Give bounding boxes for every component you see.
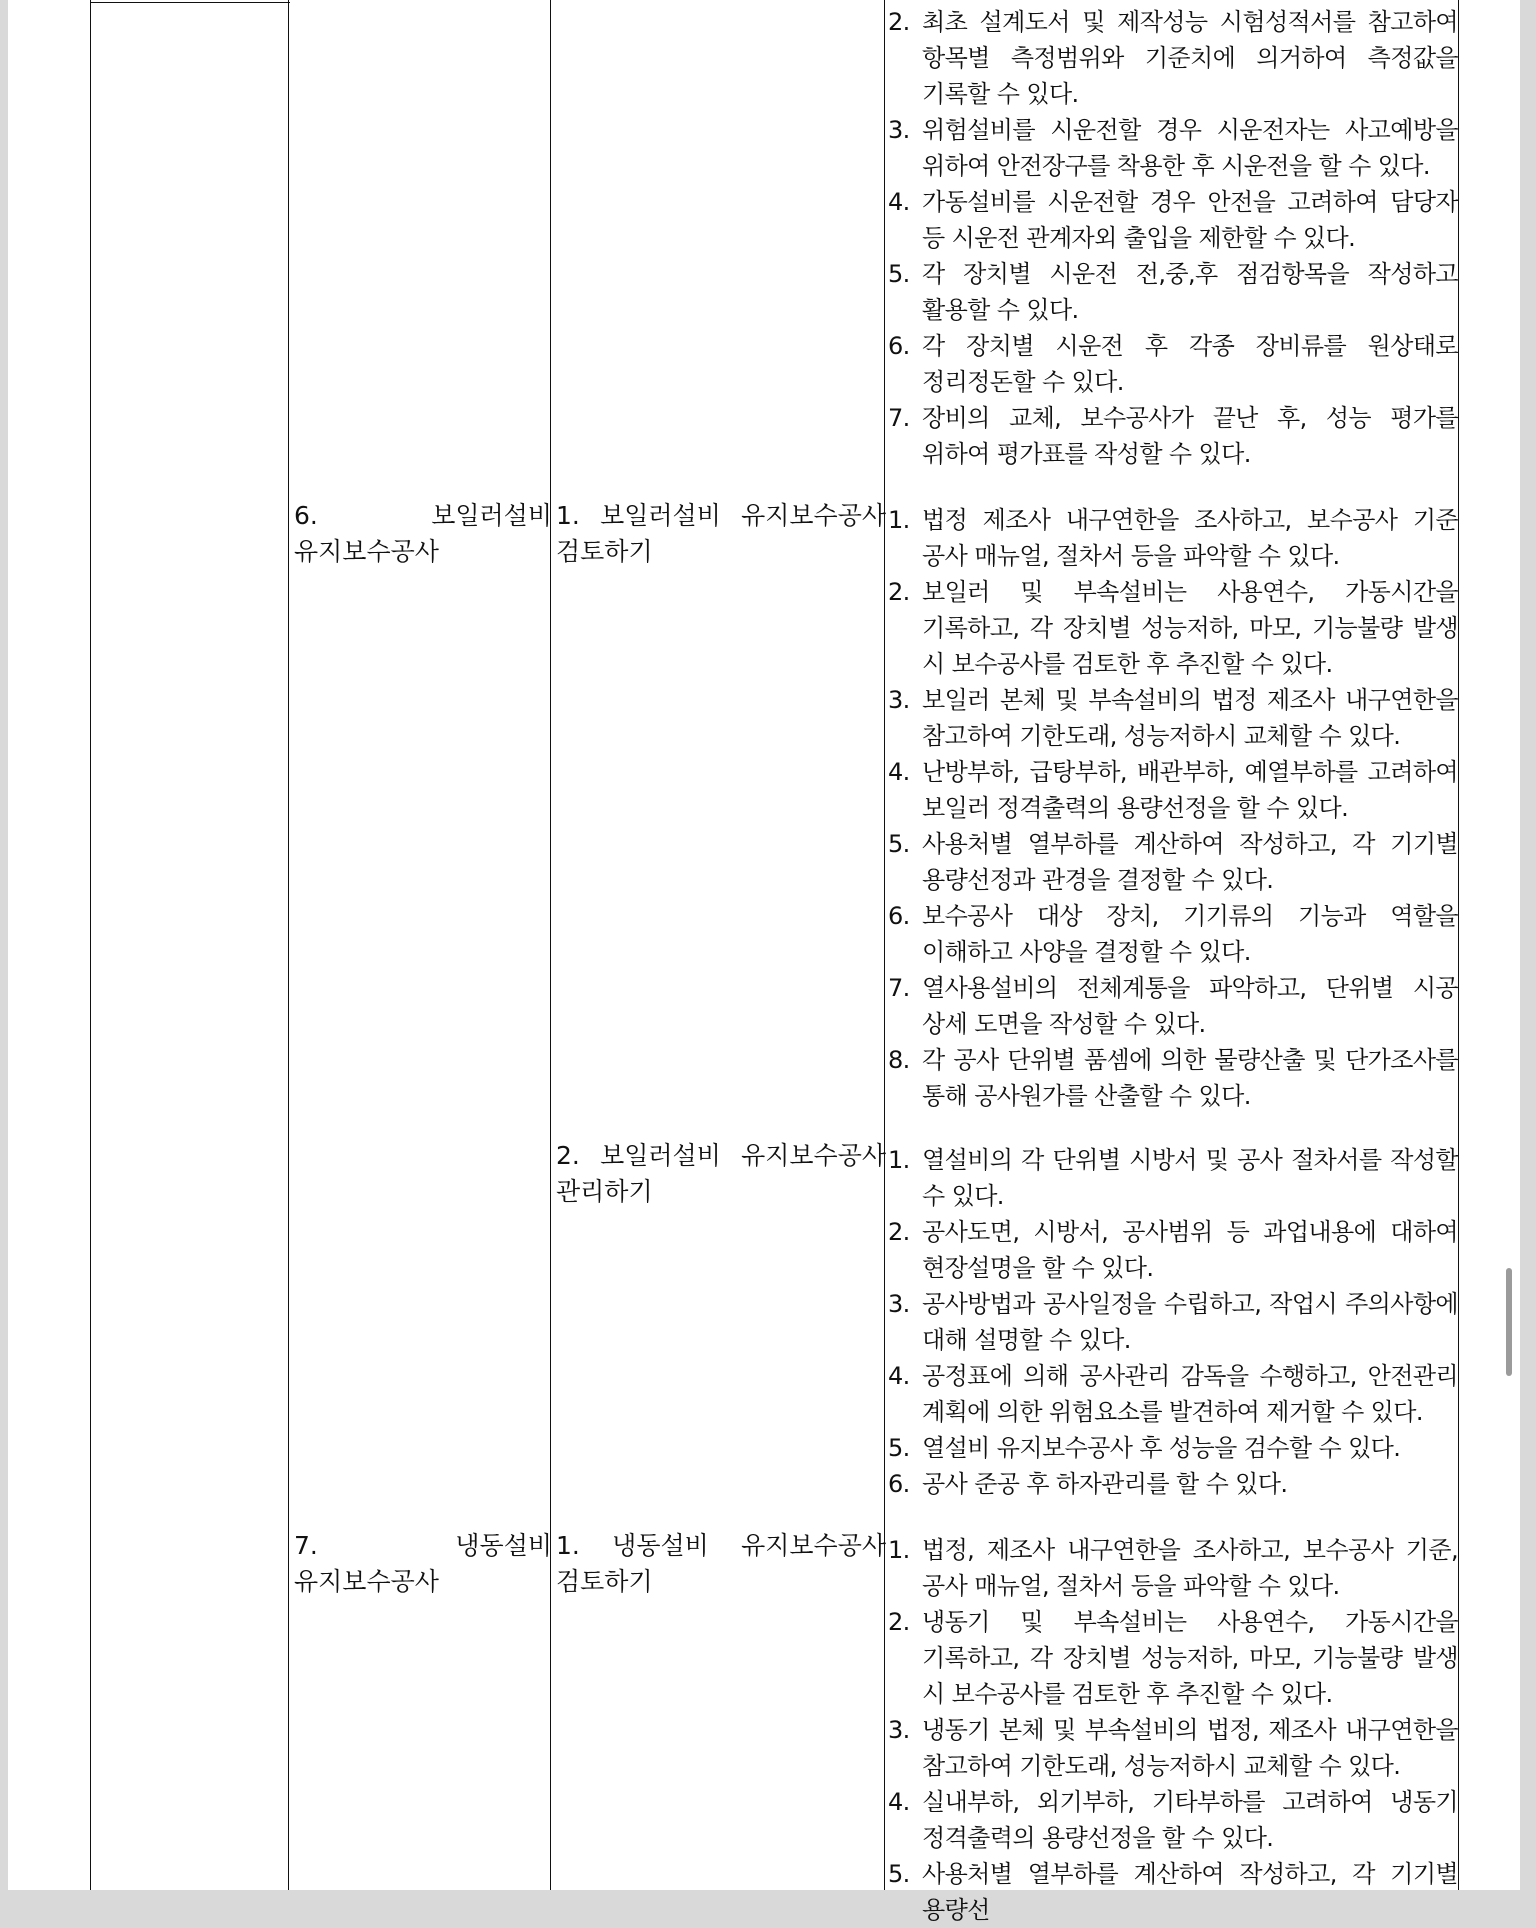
- criteria-item: [886, 502, 1458, 574]
- criteria-item: [886, 574, 1458, 682]
- criteria-item: [886, 112, 1458, 184]
- criteria-item: [886, 1532, 1458, 1604]
- criteria-number: 6.: [888, 332, 910, 360]
- criteria-number: 4.: [888, 1362, 910, 1390]
- criteria-text: 장비의 교체, 보수공사가 끝난 후, 성능 평가를 위하여 평가표를 작성할 수 있다.: [922, 404, 1458, 468]
- criteria-number: 3.: [888, 116, 910, 144]
- criteria-text: 열설비 유지보수공사 후 성능을 검수할 수 있다.: [922, 1434, 1401, 1462]
- criteria-item: [886, 256, 1458, 328]
- criteria-item: [886, 4, 1458, 112]
- criteria-item: [886, 1286, 1458, 1358]
- criteria-item: [886, 754, 1458, 826]
- criteria-text: 최초 설계도서 및 제작성능 시험성적서를 참고하여 항목별 측정범위와 기준치에 의거하여 측정값을 기록할 수 있다.: [922, 8, 1458, 108]
- criteria-item: [886, 826, 1458, 898]
- criteria-number: 5.: [888, 1434, 910, 1462]
- criteria-text: 각 공사 단위별 품셈에 의한 물량산출 및 단가조사를 통해 공사원가를 산출할 수 있다.: [922, 1046, 1458, 1110]
- criteria-item: [886, 1856, 1458, 1928]
- criteria-item: [886, 184, 1458, 256]
- criteria-number: 4.: [888, 758, 910, 786]
- unit-title: 6. 보일러설비 유지보수공사: [294, 501, 552, 566]
- criteria-number: 7.: [888, 974, 910, 1002]
- criteria-number: 2.: [888, 578, 910, 606]
- table-border-left: [90, 0, 91, 1890]
- criteria-text: 보일러 본체 및 부속설비의 법정 제조사 내구연한을 참고하여 기한도래, 성능저하시 교체할 수 있다.: [922, 686, 1458, 750]
- criteria-item: [886, 1784, 1458, 1856]
- element-title: 1. 보일러설비 유지보수공사 검토하기: [556, 501, 886, 566]
- element-title: 2. 보일러설비 유지보수공사 관리하기: [556, 1141, 886, 1206]
- criteria-number: 3.: [888, 686, 910, 714]
- criteria-number: 1.: [888, 506, 910, 534]
- criteria-text: 보일러 및 부속설비는 사용연수, 가동시간을 기록하고, 각 장치별 성능저하, 마모, 기능불량 발생 시 보수공사를 검토한 후 추진할 수 있다.: [922, 578, 1458, 678]
- unit-title: 7. 냉동설비 유지보수공사: [294, 1531, 552, 1596]
- criteria-number: 2.: [888, 1608, 910, 1636]
- criteria-item: [886, 1042, 1458, 1114]
- criteria-number: 3.: [888, 1716, 910, 1744]
- criteria-item: [886, 1604, 1458, 1712]
- criteria-number: 7.: [888, 404, 910, 432]
- criteria-text: 사용처별 열부하를 계산하여 작성하고, 각 기기별 용량선: [922, 1860, 1458, 1924]
- criteria-number: 2.: [888, 1218, 910, 1246]
- criteria-item: [886, 1358, 1458, 1430]
- criteria-text: 난방부하, 급탕부하, 배관부하, 예열부하를 고려하여 보일러 정격출력의 용량선정을 할 수 있다.: [922, 758, 1458, 822]
- criteria-text: 법정 제조사 내구연한을 조사하고, 보수공사 기준 공사 매뉴얼, 절차서 등을 파악할 수 있다.: [922, 506, 1458, 570]
- criteria-text: 가동설비를 시운전할 경우 안전을 고려하여 담당자 등 시운전 관계자외 출입을 제한할 수 있다.: [922, 188, 1458, 252]
- document-page: [8, 0, 1520, 1924]
- column-divider-1: [288, 0, 289, 1890]
- criteria-number: 6.: [888, 1470, 910, 1498]
- criteria-number: 1.: [888, 1536, 910, 1564]
- criteria-number: 2.: [888, 8, 910, 36]
- criteria-text: 냉동기 본체 및 부속설비의 법정, 제조사 내구연한을 참고하여 기한도래, 성능저하시 교체할 수 있다.: [922, 1716, 1458, 1780]
- criteria-text: 공사도면, 시방서, 공사범위 등 과업내용에 대하여 현장설명을 할 수 있다.: [922, 1218, 1458, 1282]
- table-top-rule: [90, 2, 290, 3]
- criteria-item: [886, 1712, 1458, 1784]
- criteria-list: [886, 502, 1458, 1114]
- criteria-text: 공사 준공 후 하자관리를 할 수 있다.: [922, 1470, 1288, 1498]
- criteria-text: 공사방법과 공사일정을 수립하고, 작업시 주의사항에 대해 설명할 수 있다.: [922, 1290, 1458, 1354]
- criteria-text: 사용처별 열부하를 계산하여 작성하고, 각 기기별 용량선정과 관경을 결정할 수 있다.: [922, 830, 1458, 894]
- criteria-number: 4.: [888, 1788, 910, 1816]
- criteria-number: 5.: [888, 1860, 910, 1888]
- criteria-list-previous: [886, 4, 1458, 472]
- column-divider-3: [884, 0, 885, 1890]
- criteria-text: 열사용설비의 전체계통을 파악하고, 단위별 시공 상세 도면을 작성할 수 있다.: [922, 974, 1458, 1038]
- element-title: 1. 냉동설비 유지보수공사 검토하기: [556, 1531, 886, 1596]
- table-border-right: [1458, 0, 1459, 1890]
- criteria-text: 각 장치별 시운전 전,중,후 점검항목을 작성하고 활용할 수 있다.: [922, 260, 1458, 324]
- criteria-item: [886, 1466, 1458, 1502]
- scrollbar-thumb[interactable]: [1506, 1268, 1512, 1376]
- criteria-text: 공정표에 의해 공사관리 감독을 수행하고, 안전관리 계획에 의한 위험요소를 발견하여 제거할 수 있다.: [922, 1362, 1458, 1426]
- criteria-item: [886, 898, 1458, 970]
- criteria-item: [886, 1430, 1458, 1466]
- competency-table: [90, 0, 1460, 1924]
- criteria-number: 5.: [888, 830, 910, 858]
- criteria-list: [886, 1532, 1458, 1928]
- criteria-number: 8.: [888, 1046, 910, 1074]
- criteria-number: 6.: [888, 902, 910, 930]
- criteria-item: [886, 682, 1458, 754]
- criteria-text: 보수공사 대상 장치, 기기류의 기능과 역할을 이해하고 사양을 결정할 수 있다.: [922, 902, 1458, 966]
- criteria-text: 열설비의 각 단위별 시방서 및 공사 절차서를 작성할 수 있다.: [922, 1146, 1458, 1210]
- criteria-item: [886, 970, 1458, 1042]
- criteria-number: 3.: [888, 1290, 910, 1318]
- criteria-item: [886, 1214, 1458, 1286]
- criteria-text: 실내부하, 외기부하, 기타부하를 고려하여 냉동기 정격출력의 용량선정을 할 수 있다.: [922, 1788, 1458, 1852]
- criteria-item: [886, 328, 1458, 400]
- criteria-item: [886, 400, 1458, 472]
- criteria-text: 위험설비를 시운전할 경우 시운전자는 사고예방을 위하여 안전장구를 착용한 후 시운전을 할 수 있다.: [922, 116, 1458, 180]
- criteria-number: 5.: [888, 260, 910, 288]
- criteria-number: 1.: [888, 1146, 910, 1174]
- criteria-text: 법정, 제조사 내구연한을 조사하고, 보수공사 기준, 공사 매뉴얼, 절차서 등을 파악할 수 있다.: [922, 1536, 1458, 1600]
- criteria-number: 4.: [888, 188, 910, 216]
- criteria-text: 냉동기 및 부속설비는 사용연수, 가동시간을 기록하고, 각 장치별 성능저하, 마모, 기능불량 발생 시 보수공사를 검토한 후 추진할 수 있다.: [922, 1608, 1458, 1708]
- column-divider-2: [550, 0, 551, 1890]
- criteria-item: [886, 1142, 1458, 1214]
- criteria-list: [886, 1142, 1458, 1502]
- criteria-text: 각 장치별 시운전 후 각종 장비류를 원상태로 정리정돈할 수 있다.: [922, 332, 1458, 396]
